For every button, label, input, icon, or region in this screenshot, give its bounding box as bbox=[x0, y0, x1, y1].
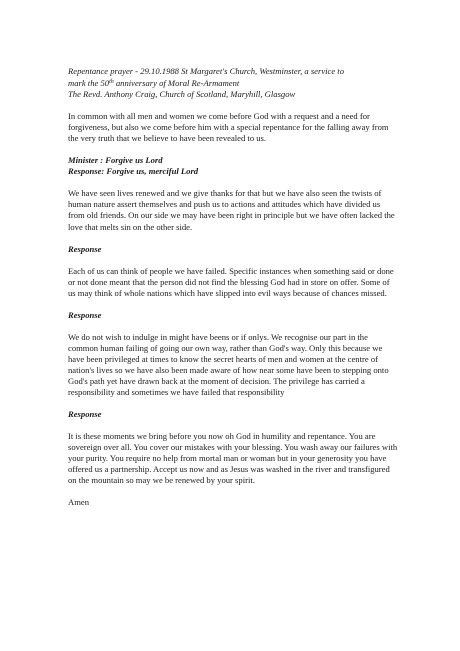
minister-line: Minister : Forgive us Lord bbox=[68, 155, 163, 166]
closing-amen: Amen bbox=[68, 497, 90, 508]
document-header bbox=[68, 66, 398, 100]
header-line-2 bbox=[68, 77, 398, 89]
paragraph-1: We have seen lives renewed and we give thanks for that but we have also seen the twists of human nature assert themselves and push us to actions and attitudes which have divided us from old friends. On our side we may have been right in principle but we have often lacked the love that melts sin on the other side. bbox=[68, 188, 395, 232]
paragraph-3: We do not wish to indulge in might have beens or if onlys. We recognise our part in the common human failing of going our own way, rather than God's way. Only this because we have been privileged at times to know the secret hearts of men and women at the centre of nation's lives so we have also been made aware of how near some have been to stepping onto God's path yet have drawn back at the moment of decision. The privilege has carried a responsibility and sometimes we have failed that responsibility bbox=[68, 331, 389, 398]
header-line-3: The Revd. Anthony Craig, Church of Scotland, Maryhill, Glasgow bbox=[68, 89, 296, 100]
response-line: Response: Forgive us, merciful Lord bbox=[68, 166, 199, 177]
response-label-3: Response bbox=[68, 409, 102, 420]
header-line-1: Repentance prayer - 29.10.1988 St Margaret's Church, Westminster, a service to bbox=[68, 66, 344, 76]
ordinal-superscript: th bbox=[109, 79, 114, 86]
paragraph-2: Each of us can think of people we have failed. Specific instances when something said or done or not done meant that the person did not find the blessing God had in store on offer. Some of us may think of whole nations which have slipped into evil ways because of chances missed. bbox=[68, 265, 394, 298]
header-line-2-start: mark the 50 bbox=[68, 78, 110, 89]
header-line-2-end: anniversary of Moral Re-Armament bbox=[113, 78, 240, 89]
response-label-2: Response bbox=[68, 309, 102, 320]
response-label-1: Response bbox=[68, 243, 102, 254]
document-body bbox=[68, 66, 398, 508]
intro-paragraph: In common with all men and women we come before God with a request and a need for forgiveness, but also we come before him with a special repentance for the falling away from the very truth that we believe to have been revealed to us. bbox=[68, 111, 389, 144]
paragraph-4: It is these moments we bring before you now oh God in humility and repentance. You are sovereign over all. You cover our mistakes with your blessing. You wash away our failures with your purity. You require no help from mortal man or woman but in your generosity you have offered us a partnership. Accept us now and as Jesus was washed in the river and transfigured on the mountain so may we be renewed by your spirit. bbox=[68, 431, 398, 486]
